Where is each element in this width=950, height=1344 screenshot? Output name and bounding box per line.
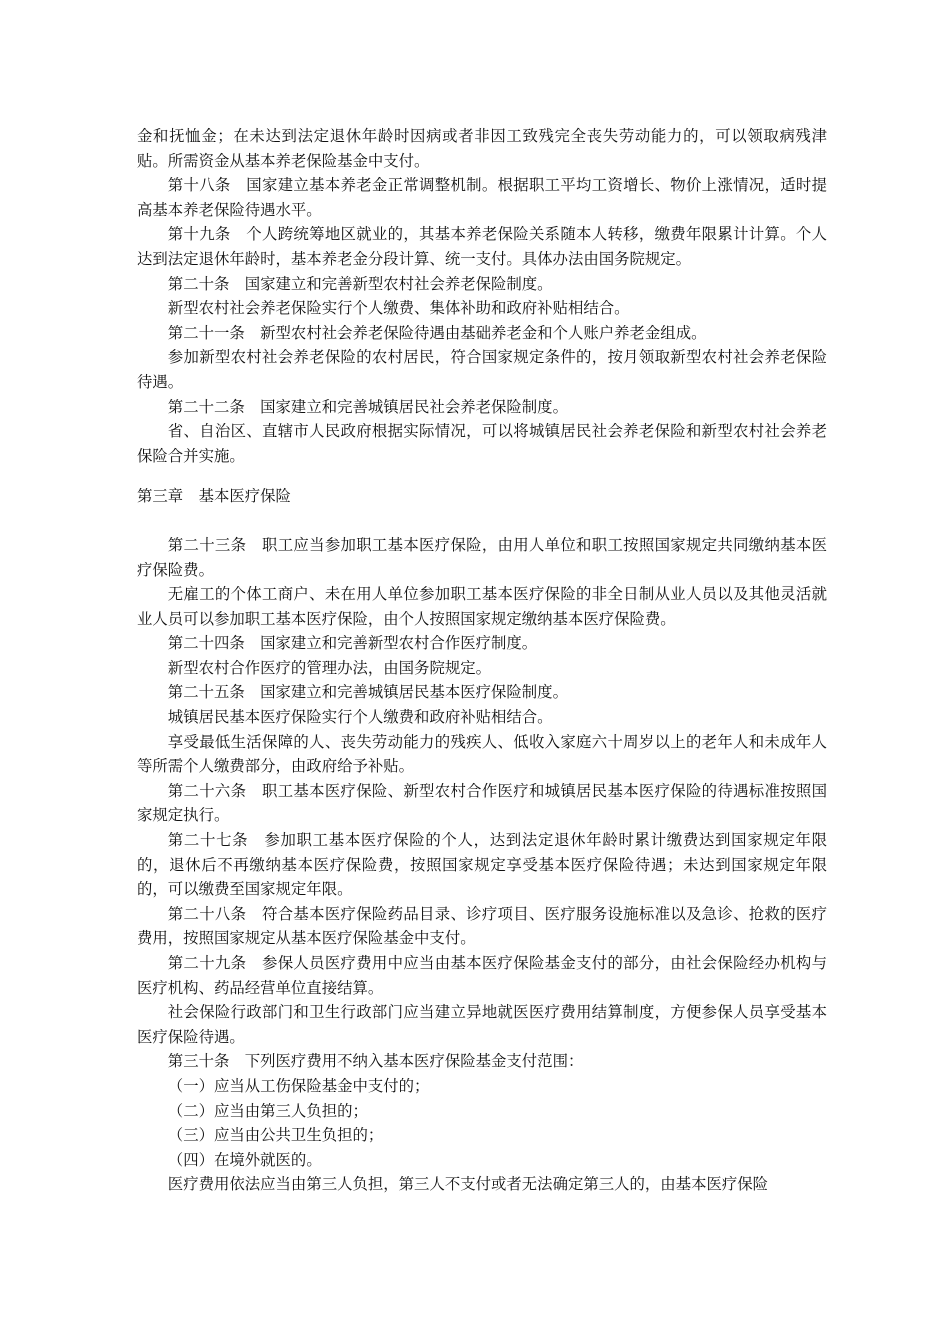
article-30-item-4: （四）在境外就医的。 xyxy=(167,1150,322,1169)
article-30: 第三十条 下列医疗费用不纳入基本医疗保险基金支付范围： xyxy=(167,1052,584,1071)
article-23: 第二十三条 职工应当参加职工基本医疗保险，由用人单位和职工按照国家规定共同缴纳基本医疗保险费。 xyxy=(137,535,827,579)
article-29-clause: 社会保险行政部门和卫生行政部门应当建立异地就医医疗费用结算制度，方便参保人员享受基本医疗保险待遇。 xyxy=(137,1003,827,1046)
article-21: 第二十一条 新型农村社会养老保险待遇由基础养老金和个人账户养老金组成。 xyxy=(167,323,707,342)
article-28: 第二十八条 符合基本医疗保险药品目录、诊疗项目、医疗服务设施标准以及急诊、抢救的医疗费用，按照国家规定从基本医疗保险基金中支付。 xyxy=(137,904,827,948)
article-21-clause: 参加新型农村社会养老保险的农村居民，符合国家规定条件的，按月领取新型农村社会养老保险待遇。 xyxy=(137,348,827,391)
article-22: 第二十二条 国家建立和完善城镇居民社会养老保险制度。 xyxy=(167,397,568,416)
article-30-item-2: （二）应当由第三人负担的； xyxy=(167,1101,368,1120)
article-20: 第二十条 国家建立和完善新型农村社会养老保险制度。 xyxy=(167,274,553,293)
article-25-clause-2: 享受最低生活保障的人、丧失劳动能力的残疾人、低收入家庭六十周岁以上的老年人和未成年人等所需个人缴费部分，由政府给予补贴。 xyxy=(137,732,827,776)
article-27: 第二十七条 参加职工基本医疗保险的个人，达到法定退休年龄时累计缴费达到国家规定年限的，退休后不再缴纳基本医疗保险费，按照国家规定享受基本医疗保险待遇；未达到国家规定年限的，可以缴费至国家规定年限。 xyxy=(137,831,827,899)
article-29: 第二十九条 参保人员医疗费用中应当由基本医疗保险基金支付的部分，由社会保险经办机构与医疗机构、药品经营单位直接结算。 xyxy=(137,954,827,997)
article-24-clause: 新型农村合作医疗的管理办法，由国务院规定。 xyxy=(167,658,492,677)
paragraph-continuation: 金和抚恤金；在未达到法定退休年龄时因病或者非因工致残完全丧失劳动能力的，可以领取病残津贴。所需资金从基本养老保险基金中支付。 xyxy=(137,127,827,170)
article-22-clause: 省、自治区、直辖市人民政府根据实际情况，可以将城镇居民社会养老保险和新型农村社会养老保险合并实施。 xyxy=(137,422,827,465)
article-24: 第二十四条 国家建立和完善新型农村合作医疗制度。 xyxy=(167,634,538,653)
article-25-clause-1: 城镇居民基本医疗保险实行个人缴费和政府补贴相结合。 xyxy=(167,708,553,727)
chapter-heading: 第三章 基本医疗保险 xyxy=(137,487,291,506)
article-18: 第十八条 国家建立基本养老金正常调整机制。根据职工平均工资增长、物价上涨情况，适时提高基本养老保险待遇水平。 xyxy=(137,176,827,219)
article-19: 第十九条 个人跨统筹地区就业的，其基本养老保险关系随本人转移，缴费年限累计计算。个人达到法定退休年龄时，基本养老金分段计算、统一支付。具体办法由国务院规定。 xyxy=(137,225,827,268)
document-body xyxy=(137,124,827,1197)
article-26: 第二十六条 职工基本医疗保险、新型农村合作医疗和城镇居民基本医疗保险的待遇标准按照国家规定执行。 xyxy=(137,781,827,825)
article-30-item-3: （三）应当由公共卫生负担的； xyxy=(167,1126,384,1145)
article-30-clause: 医疗费用依法应当由第三人负担，第三人不支付或者无法确定第三人的，由基本医疗保险 xyxy=(167,1175,769,1194)
article-25: 第二十五条 国家建立和完善城镇居民基本医疗保险制度。 xyxy=(167,683,568,702)
article-23-clause: 无雇工的个体工商户、未在用人单位参加职工基本医疗保险的非全日制从业人员以及其他灵活就业人员可以参加职工基本医疗保险，由个人按照国家规定缴纳基本医疗保险费。 xyxy=(137,585,827,628)
article-20-clause: 新型农村社会养老保险实行个人缴费、集体补助和政府补贴相结合。 xyxy=(167,299,630,318)
article-30-item-1: （一）应当从工伤保险基金中支付的； xyxy=(167,1076,430,1095)
